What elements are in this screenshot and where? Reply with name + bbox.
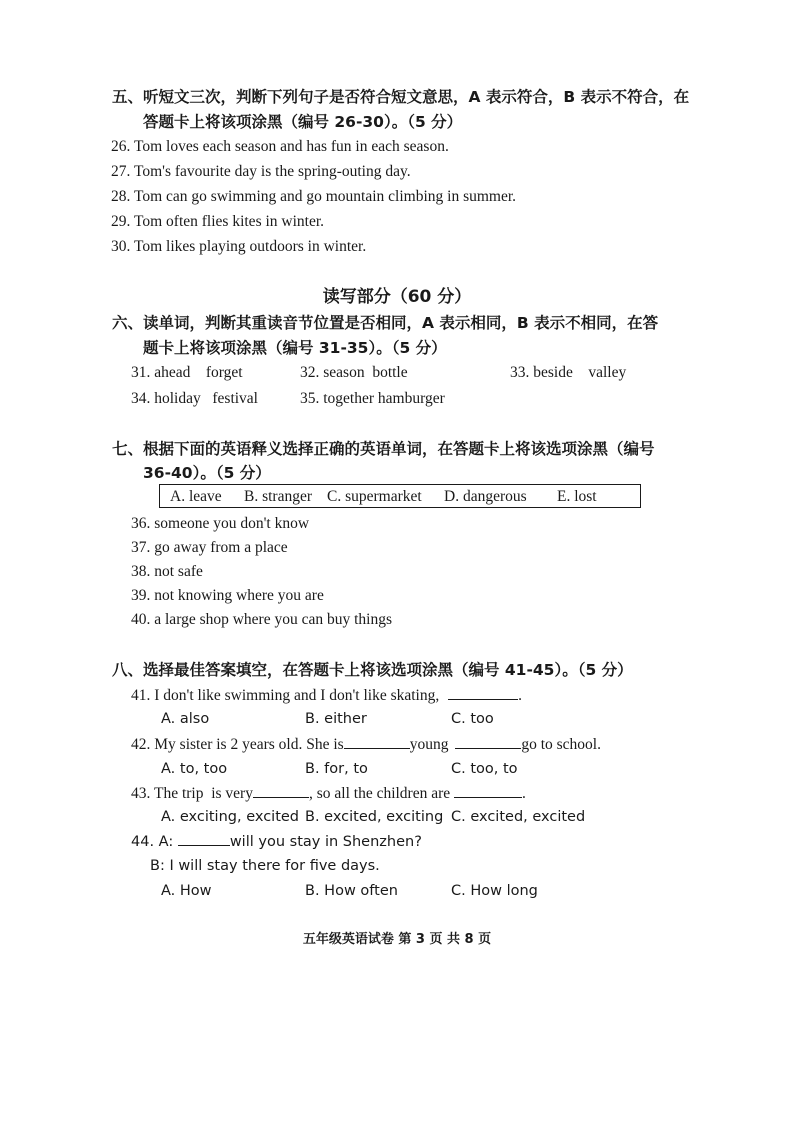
question-26: 26. Tom loves each season and has fun in each season. xyxy=(111,138,449,155)
word-option-e: E. lost xyxy=(557,488,597,505)
answer-blank xyxy=(454,783,522,798)
question-36: 36. someone you don't know xyxy=(131,515,310,532)
question-44-stem: 44. A: xyxy=(131,834,174,850)
q41-option-b: B. either xyxy=(305,711,367,727)
question-42 xyxy=(131,734,601,755)
q44-option-c: C. How long xyxy=(451,883,538,899)
answer-blank xyxy=(455,734,521,749)
question-37: 37. go away from a place xyxy=(131,539,288,556)
page-footer: 五年级英语试卷 第 3 页 共 8 页 xyxy=(302,932,492,947)
q42-option-c: C. too, to xyxy=(451,761,518,777)
word-option-a: A. leave xyxy=(170,488,222,505)
question-28: 28. Tom can go swimming and go mountain climbing in summer. xyxy=(111,188,517,205)
q41-option-a: A. also xyxy=(161,711,210,727)
answer-blank xyxy=(448,685,518,700)
q43-option-c: C. excited, excited xyxy=(451,809,586,825)
q43-option-a: A. exciting, excited xyxy=(161,809,300,825)
section5-title-line2: 答题卡上将该项涂黑（编号 26-30）。（5 分） xyxy=(143,113,463,131)
question-27: 27. Tom's favourite day is the spring-outing day. xyxy=(111,163,411,180)
question-44-reply: B: I will stay there for five days. xyxy=(150,858,380,874)
q42-option-a: A. to, too xyxy=(161,761,228,777)
word-option-b: B. stranger xyxy=(244,488,313,505)
question-38: 38. not safe xyxy=(131,563,203,580)
q44-option-a: A. How xyxy=(161,883,212,899)
question-44-end: will you stay in Shenzhen? xyxy=(229,834,422,850)
question-41 xyxy=(131,685,522,706)
question-29: 29. Tom often flies kites in winter. xyxy=(111,213,325,230)
question-41-stem: 41. I don't like swimming and I don't like skating, xyxy=(131,687,440,704)
question-42-stem: 42. My sister is 2 years old. She is xyxy=(131,736,344,753)
question-34: 34. holiday festival xyxy=(131,390,258,407)
word-bank-box xyxy=(159,484,641,508)
question-33: 33. beside valley xyxy=(510,364,627,381)
question-35: 35. together hamburger xyxy=(300,390,445,407)
word-option-d: D. dangerous xyxy=(444,488,527,505)
question-42-end: go to school. xyxy=(521,736,601,753)
section7-title-line1: 七、根据下面的英语释义选择正确的英语单词，在答题卡上将该选项涂黑（编号 xyxy=(112,440,655,458)
section7-title-line2: 36-40）。（5 分） xyxy=(143,464,271,482)
q41-option-c: C. too xyxy=(451,711,494,727)
question-32: 32. season bottle xyxy=(300,364,408,381)
question-43-end: . xyxy=(522,785,526,802)
question-43-mid: , so all the children are xyxy=(308,785,451,802)
question-43 xyxy=(131,783,526,804)
question-42-mid: young xyxy=(409,736,449,753)
question-31: 31. ahead forget xyxy=(131,364,243,381)
question-41-end: . xyxy=(518,687,522,704)
q43-option-b: B. excited, exciting xyxy=(305,809,444,825)
section6-title-line1: 六、读单词，判断其重读音节位置是否相同，A 表示相同，B 表示不相同，在答 xyxy=(112,314,659,332)
question-44 xyxy=(131,831,422,852)
section8-title: 八、选择最佳答案填空，在答题卡上将该选项涂黑（编号 41-45）。（5 分） xyxy=(112,661,633,679)
question-40: 40. a large shop where you can buy things xyxy=(131,611,393,628)
answer-blank xyxy=(344,734,410,749)
part-title-reading-writing: 读写部分（60 分） xyxy=(322,287,472,307)
question-39: 39. not knowing where you are xyxy=(131,587,324,604)
section6-title-line2: 题卡上将该项涂黑（编号 31-35）。（5 分） xyxy=(143,339,447,357)
answer-blank xyxy=(253,783,309,798)
answer-blank xyxy=(178,831,230,846)
question-43-stem: 43. The trip is very xyxy=(131,785,253,802)
word-option-c: C. supermarket xyxy=(327,488,422,505)
q42-option-b: B. for, to xyxy=(305,761,368,777)
q44-option-b: B. How often xyxy=(305,883,398,899)
question-30: 30. Tom likes playing outdoors in winter. xyxy=(111,238,367,255)
section5-title-line1: 五、听短文三次，判断下列句子是否符合短文意思，A 表示符合，B 表示不符合，在 xyxy=(112,88,690,106)
